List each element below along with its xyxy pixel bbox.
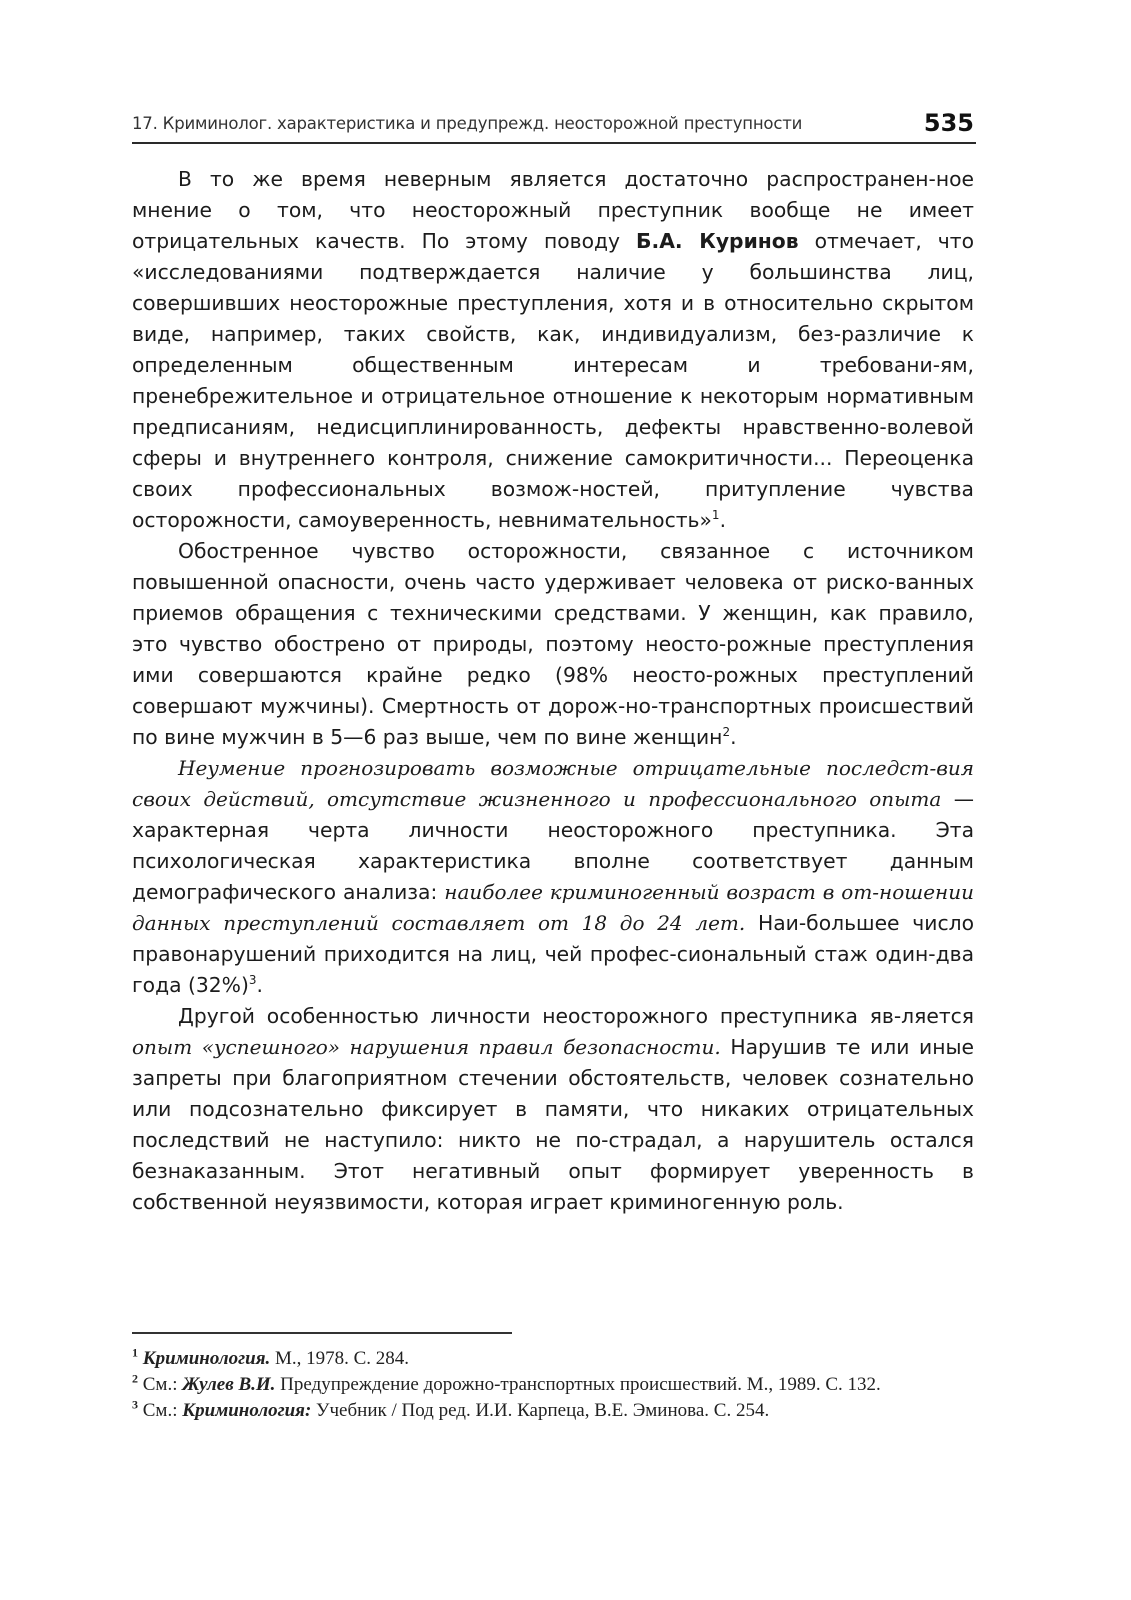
footnote-2 (132, 1372, 974, 1398)
footnote-source: Криминология: (182, 1400, 312, 1421)
author-name: Б.А. Куринов (636, 229, 799, 253)
footnote-prefix: См.: (142, 1374, 183, 1395)
footnote-ref: 2 (722, 725, 731, 740)
page-number: 535 (923, 109, 974, 137)
footnote-prefix: См.: (142, 1400, 183, 1421)
paragraph-1 (132, 164, 974, 536)
footnote-source: Жулев В.И. (182, 1374, 276, 1395)
punctuation: . (730, 725, 737, 749)
paragraph-text: Другой особенностью личности неосторожного преступника яв-ляется (178, 1004, 974, 1028)
paragraph-text: Нарушив те или иные запреты при благоприятном стечении обстоятельств, человек сознательно или подсознательно фиксирует в памяти, что никаких отрицательных последствий не наступило: никто не по-страдал, а нарушитель остался безнаказанным. Этот негативный опыт формирует уверенность в собственной неуязвимости, которая играет криминогенную роль. (132, 1035, 974, 1214)
emphasis-text: Неумение прогнозировать возможные отрицательные последст-вия своих действий, отсутствие жизненного и профессионального опыта (132, 756, 974, 811)
emphasis-text: наиболее криминогенный возраст в от-ношении данных преступлений составляет от 18 до 24 лет. (132, 880, 974, 935)
footnote-1 (132, 1346, 974, 1372)
footnote-text: М., 1978. С. 284. (270, 1348, 410, 1369)
footnote-source: Криминология. (142, 1348, 271, 1369)
footnote-text: Предупреждение дорожно-транспортных происшествий. М., 1989. С. 132. (275, 1374, 881, 1395)
paragraph-3 (132, 753, 974, 1001)
footnote-ref: 3 (248, 973, 257, 988)
footnote-number: 2 (132, 1371, 138, 1386)
footnote-divider (132, 1332, 512, 1334)
footnote-3 (132, 1398, 974, 1424)
emphasis-text: опыт «успешного» нарушения правил безопасности. (132, 1035, 721, 1059)
paragraph-text: Наи-большее число правонарушений приходится на лиц, чей профес-сиональный стаж один-два года (32%) (132, 911, 974, 997)
footnote-ref: 1 (711, 508, 720, 523)
paragraph-2 (132, 536, 974, 753)
paragraph-4 (132, 1001, 974, 1218)
paragraph-text: Обостренное чувство осторожности, связанное с источником повышенной опасности, очень часто удерживает человека от риско-ванных приемов обращения с техническими средствами. У женщин, как правило, это чувство обострено от природы, поэтому неосто-рожные преступления ими совершаются крайне редко (98% неосто-рожных преступлений совершают мужчины). Смертность от дорож-но-транспортных происшествий по вине мужчин в 5—6 раз выше, чем по вине женщин (132, 539, 974, 749)
footnote-number: 1 (132, 1345, 138, 1360)
punctuation: . (256, 973, 263, 997)
running-title: 17. Криминолог. характеристика и предупрежд. неосторожной преступности (132, 114, 803, 133)
running-header (132, 109, 976, 144)
paragraph-text: отмечает, что «исследованиями подтверждается наличие у большинства лиц, совершивших неосторожные преступления, хотя и в относительно скрытом виде, например, таких свойств, как, индивидуализм, без-различие к определенным общественным интересам и требовани-ям, пренебрежительное и отрицательное отношение к некоторым нормативным предписаниям, недисциплинированность, дефекты нравственно-волевой сферы и внутреннего контроля, снижение самокритичности... Переоценка своих профессиональных возмож-ностей, притупление чувства осторожности, самоуверенность, невнимательность» (132, 229, 975, 532)
paragraph-text: — характерная черта личности неосторожного преступника. Эта психологическая характеристика вполне соответствует данным демографического анализа: (132, 787, 974, 904)
footnote-number: 3 (132, 1397, 138, 1412)
footnotes (132, 1346, 974, 1424)
footnote-text: Учебник / Под ред. И.И. Карпеца, В.Е. Эминова. С. 254. (311, 1400, 770, 1421)
paragraph-text: В то же время неверным является достаточно распространен-ное мнение о том, что неосторожный преступник вообще не имеет отрицательных качеств. По этому поводу (132, 167, 974, 253)
punctuation: . (719, 508, 727, 532)
main-text (132, 164, 974, 1218)
